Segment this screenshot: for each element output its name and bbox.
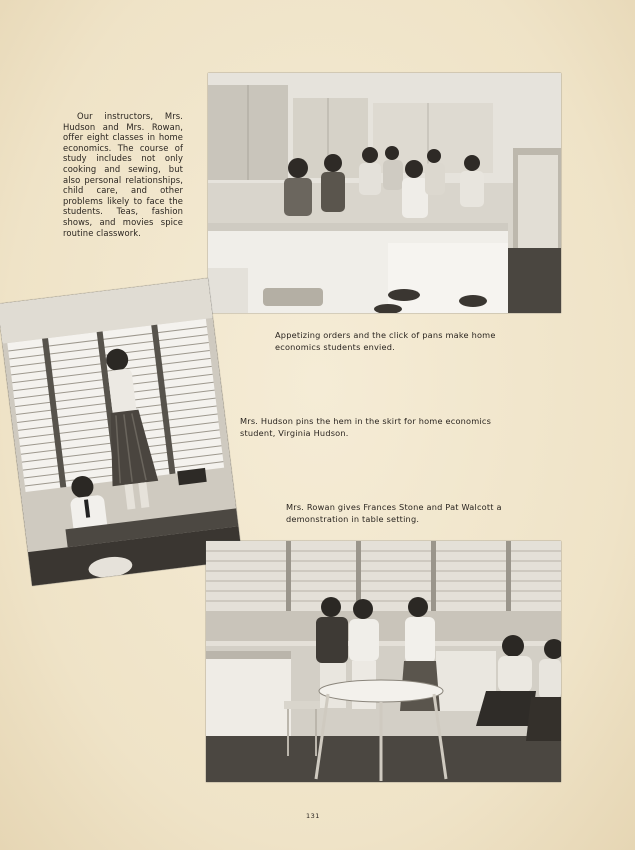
sewing-fitting-photo [0,278,243,586]
table-setting-caption: Mrs. Rowan gives Frances Stone and Pat Walcott a demonstration in table setting. [286,502,502,524]
cooking-caption: Appetizing orders and the click of pans make home economics students envied. [275,330,496,352]
intro-paragraph: Our instructors, Mrs. Hudson and Mrs. Rowan, offer eight classes in home economics. The course of study includes not only cooking and sewing, but also personal relationships, child care, and other problems likely to face the students. Teas, fashion shows, and movies spice routine classwork. [63,111,183,238]
page-number: 131 [306,812,320,820]
cooking-class-photo [208,73,561,313]
table-setting-photo [206,541,561,782]
sewing-caption: Mrs. Hudson pins the hem in the skirt for home economics student, Virginia Hudson. [240,416,492,438]
